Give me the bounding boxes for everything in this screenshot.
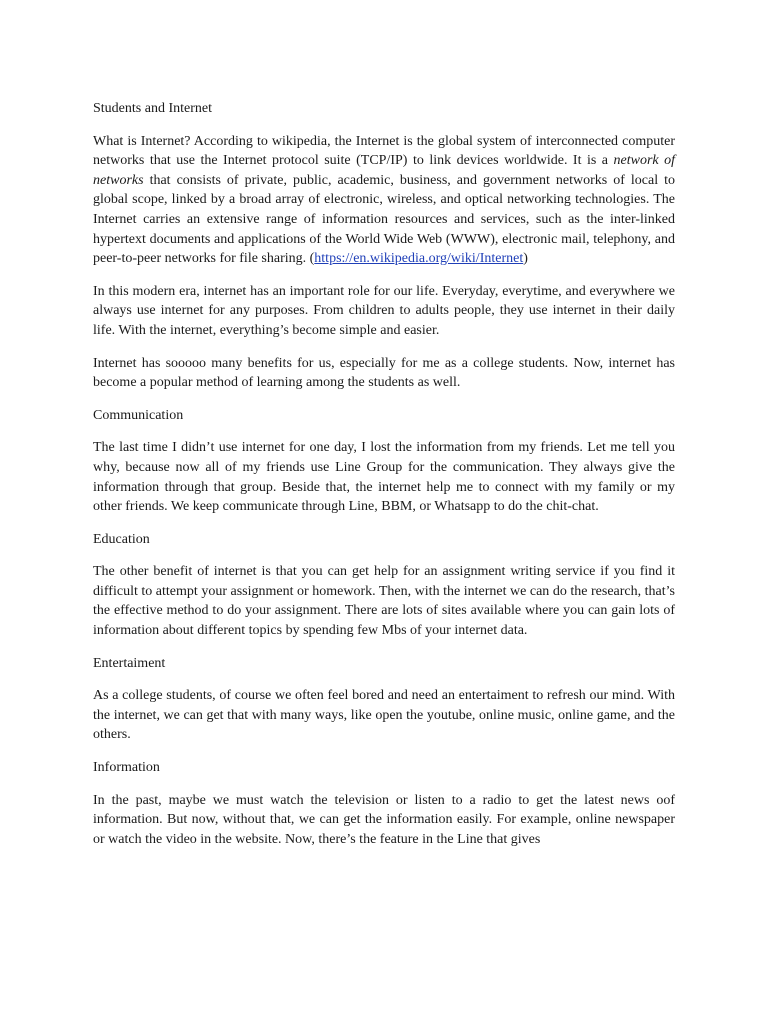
intro-italic-phrase: network of networks [93,153,675,188]
document-page [93,99,675,849]
entertainment-paragraph: As a college students, of course we often feel bored and need an entertaiment to refresh our mind. With the internet, we can get that with many ways, like open the youtube, online music, online game, and the others. [93,688,675,743]
modern-era-paragraph: In this modern era, internet has an important role for our life. Everyday, everytime, and everywhere we always use internet for any purposes. From children to adults people, they use internet in their daily life. With the internet, everything’s become simple and easier. [93,283,675,338]
entertainment-heading: Entertaiment [93,655,166,671]
education-heading: Education [93,531,150,547]
education-paragraph: The other benefit of internet is that you can get help for an assignment writing service if you find it difficult to attempt your assignment or homework. Then, with the internet we can do the research, that’s the effective method to do your assignment. There are lots of sites available where you can gain lots of information about different topics by spending few Mbs of your internet data. [93,564,675,639]
communication-paragraph: The last time I didn’t use internet for one day, I lost the information from my friends. Let me tell you why, because now all of my friends use Line Group for the communication. They always give the information through that group. Beside that, the internet help me to connect with my family or my other friends. We keep communicate through Line, BBM, or Whatsapp to do the chit-chat. [93,440,675,515]
document-title: Students and Internet [93,101,212,116]
benefits-paragraph: Internet has sooooo many benefits for us, especially for me as a college students. Now, internet has become a popular method of learning among the students as well. [93,355,675,391]
information-heading: Information [93,760,160,776]
intro-text-part2: that consists of private, public, academic, business, and government networks of local to global scope, linked by a broad array of electronic, wireless, and optical networking technologies. The Internet carries an extensive range of information resources and services, such as the inter-linked hypertext documents and applications of the World Wide Web (WWW), electronic mail, telephony, and peer-to-peer networks for file sharing. ( [93,172,675,267]
intro-text-part1: What is Internet? According to wikipedia, the Internet is the global system of interconnected computer networks that use the Internet protocol suite (TCP/IP) to link devices worldwide. It is a [93,133,675,169]
intro-paragraph [93,132,675,269]
communication-heading: Communication [93,407,184,423]
wikipedia-link[interactable]: https://en.wikipedia.org/wiki/Internet [314,251,524,267]
information-paragraph: In the past, maybe we must watch the television or listen to a radio to get the latest news oof information. But now, without that, we can get the information easily. For example, online newspaper or watch the video in the website. Now, there’s the feature in the Line that gives [93,792,675,847]
intro-text-part3: ) [523,251,528,267]
